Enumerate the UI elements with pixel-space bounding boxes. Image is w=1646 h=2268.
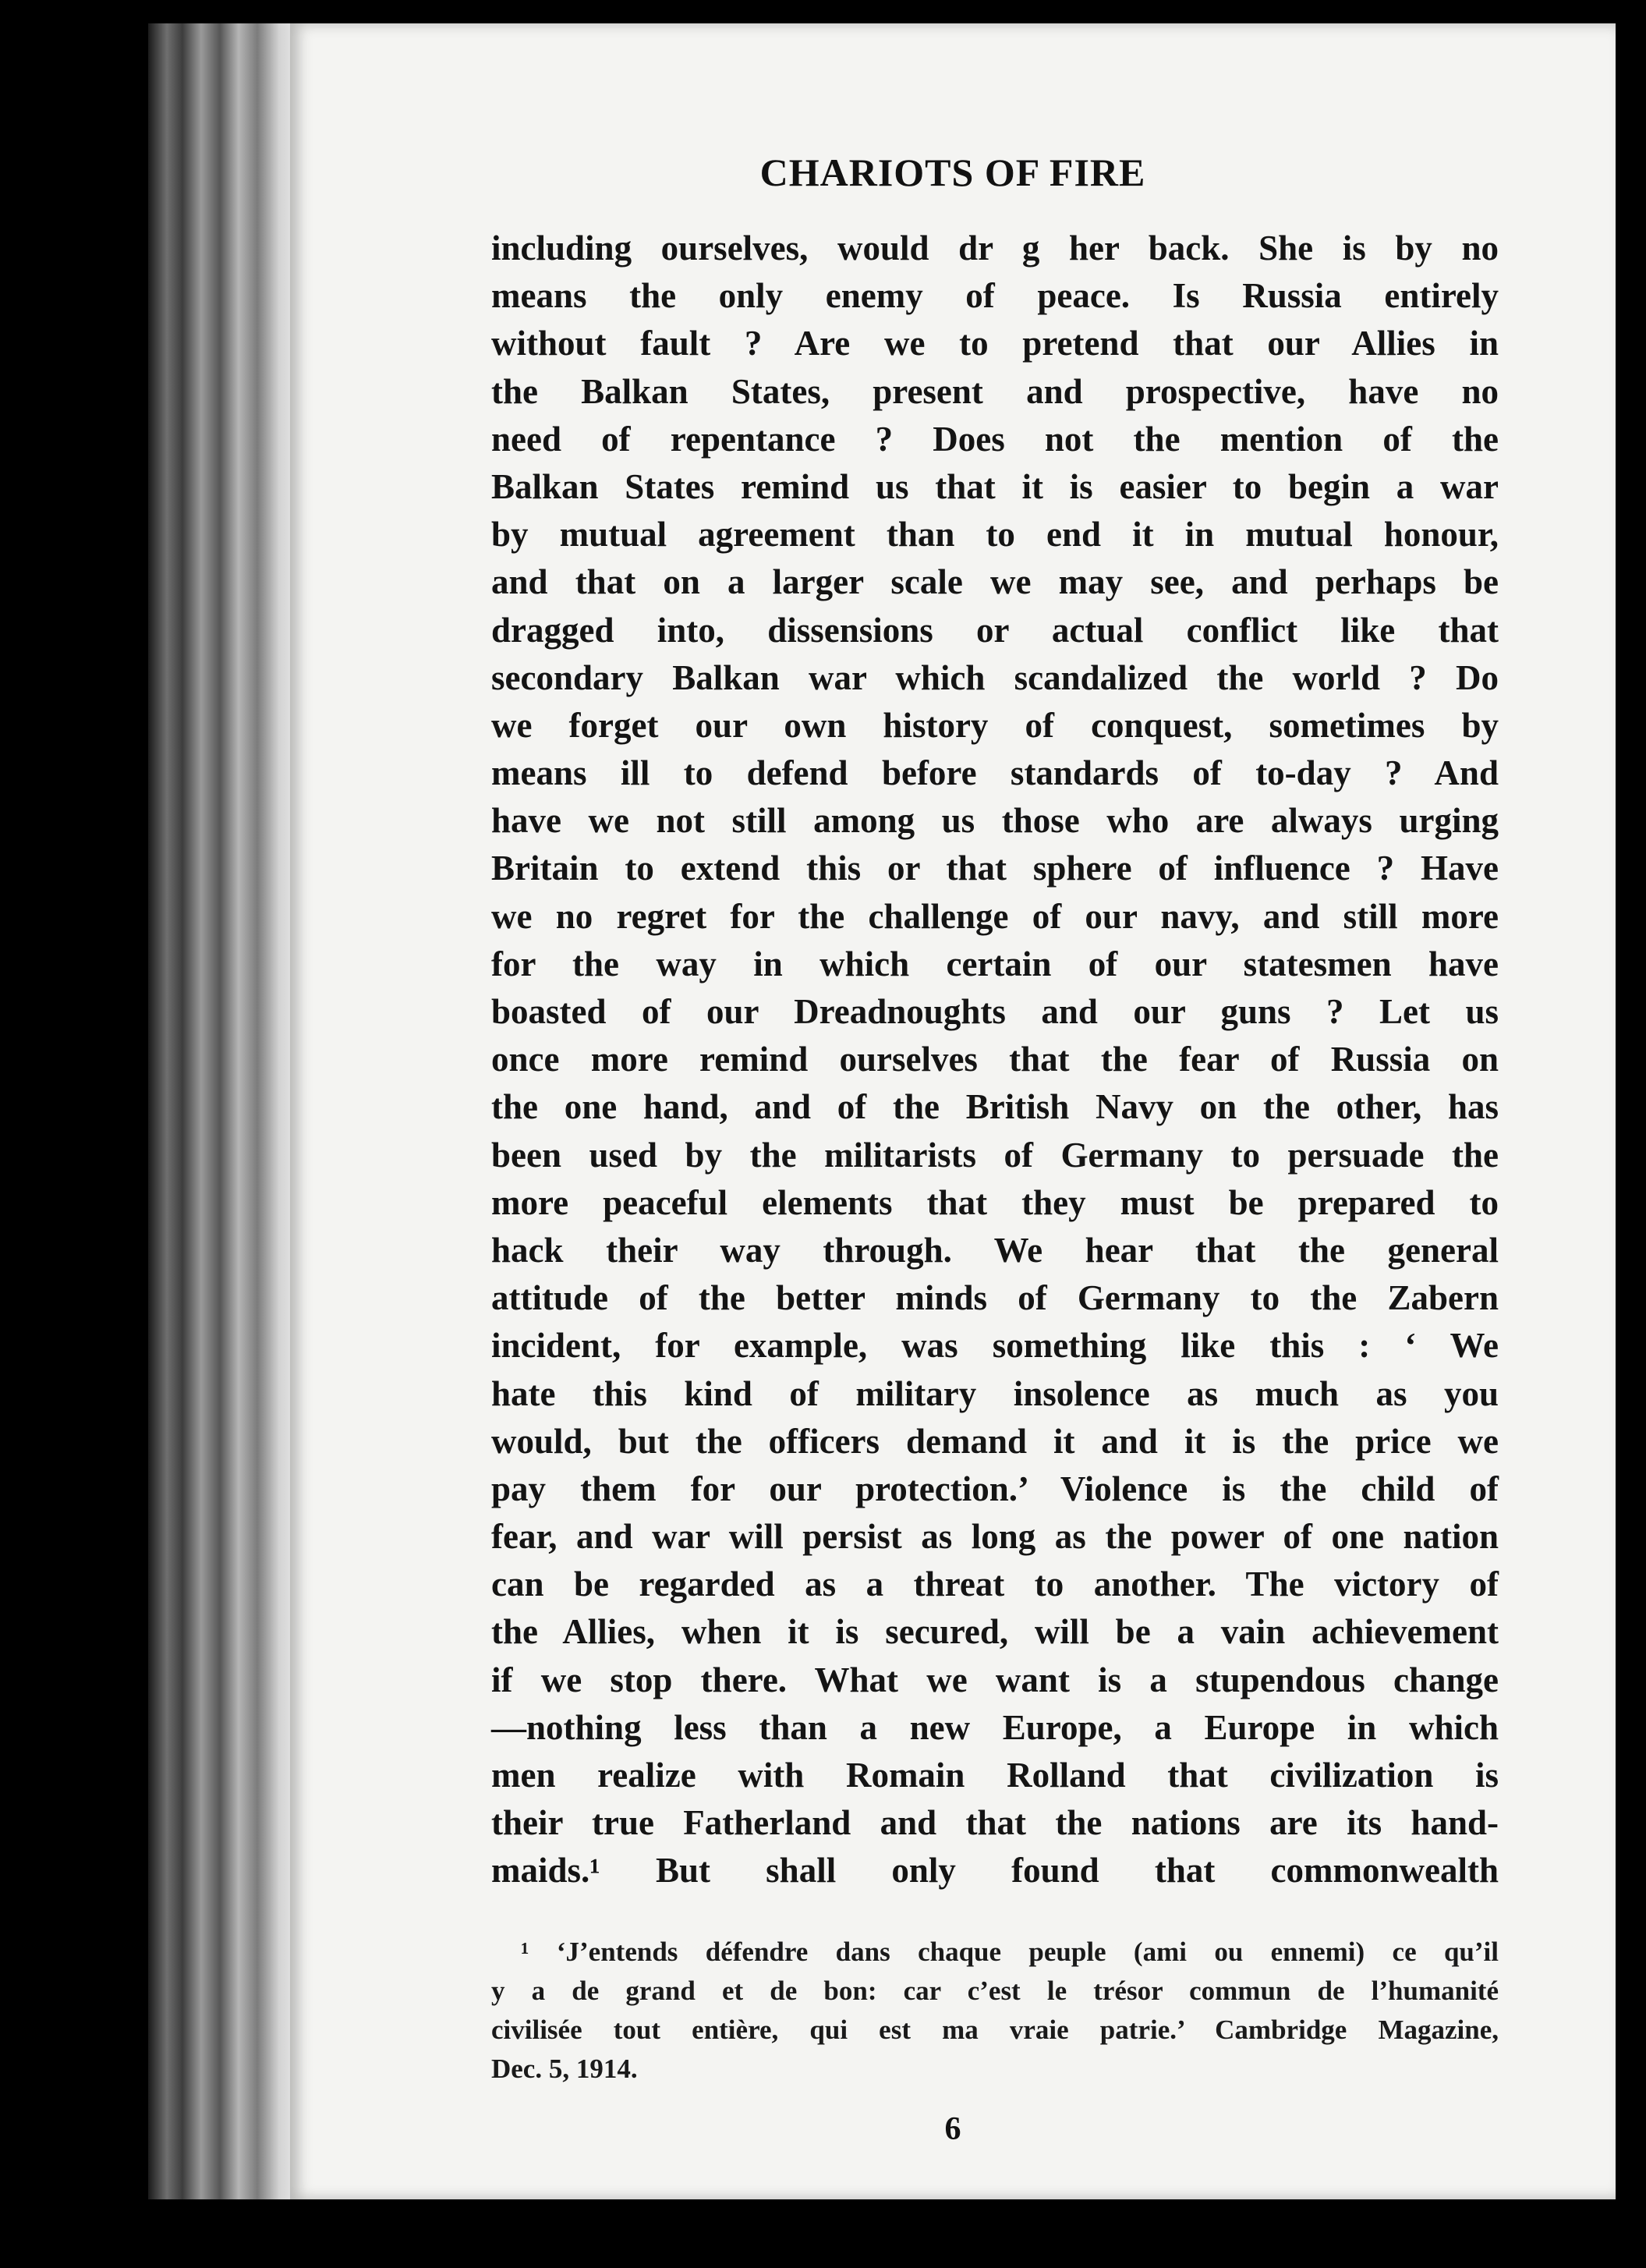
text-line: once more remind ourselves that the fear of Russia on bbox=[491, 1040, 1499, 1079]
text-line: more peaceful elements that they must be prepared to bbox=[491, 1182, 1499, 1222]
text-line: attitude of the better minds of Germany to the Zabern bbox=[491, 1278, 1499, 1318]
text-line: Britain to extend this or that sphere of influence ? Have bbox=[491, 849, 1499, 888]
footnote-line: y a de grand et de bon: car c’est le trésor commun de l’humanité bbox=[491, 1976, 1499, 2006]
text-line: need of repentance ? Does not the mention of the bbox=[491, 419, 1499, 459]
text-line: and that on a larger scale we may see, and perhaps be bbox=[491, 562, 1499, 602]
text-line: secondary Balkan war which scandalized the world ? Do bbox=[491, 657, 1499, 697]
text-line: the one hand, and of the British Navy on the other, has bbox=[491, 1087, 1499, 1127]
text-line: we no regret for the challenge of our navy, and still more bbox=[491, 896, 1499, 936]
text-line: dragged into, dissensions or actual conflict like that bbox=[491, 610, 1499, 650]
text-line: their true Fatherland and that the nations are its hand- bbox=[491, 1803, 1499, 1843]
text-line: would, but the officers demand it and it is the price we bbox=[491, 1421, 1499, 1461]
text-line: can be regarded as a threat to another. The victory of bbox=[491, 1565, 1499, 1604]
text-line: including ourselves, would dr g her back. She is by no bbox=[491, 229, 1499, 268]
footnote-line: civilisée tout entière, qui est ma vraie patrie.’ Cambridge Magazine, bbox=[491, 2015, 1499, 2045]
running-head: CHARIOTS OF FIRE bbox=[759, 151, 1146, 194]
text-line: by mutual agreement than to end it in mutual honour, bbox=[491, 515, 1499, 555]
text-line: pay them for our protection.’ Violence is the child of bbox=[491, 1469, 1499, 1508]
text-line: means ill to defend before standards of to-day ? And bbox=[491, 753, 1499, 793]
text-line: maids.¹ But shall only found that commonwealth bbox=[491, 1851, 1499, 1891]
footnote-line: Dec. 5, 1914. bbox=[491, 2054, 638, 2084]
text-line: boasted of our Dreadnoughts and our guns ? Let us bbox=[491, 992, 1499, 1031]
text-line: without fault ? Are we to pretend that our Allies in bbox=[491, 324, 1499, 363]
text-line: hack their way through. We hear that the general bbox=[491, 1230, 1499, 1270]
text-line: been used by the militarists of Germany to persuade the bbox=[491, 1135, 1499, 1175]
text-line: means the only enemy of peace. Is Russia entirely bbox=[491, 276, 1499, 316]
book-page-edges bbox=[148, 23, 304, 2199]
text-line: for the way in which certain of our statesmen have bbox=[491, 944, 1499, 983]
text-line: have we not still among us those who are always urging bbox=[491, 801, 1499, 841]
book-page bbox=[290, 23, 1616, 2199]
footnote-line: ¹ ‘J’entends défendre dans chaque peuple (ami ou ennemi) ce qu’il bbox=[521, 1937, 1499, 1967]
text-line: fear, and war will persist as long as the power of one nation bbox=[491, 1517, 1499, 1557]
text-line: the Balkan States, present and prospective, have no bbox=[491, 371, 1499, 411]
body-text bbox=[491, 225, 1499, 1895]
text-line: hate this kind of military insolence as much as you bbox=[491, 1373, 1499, 1413]
text-line: if we stop there. What we want is a stupendous change bbox=[491, 1660, 1499, 1699]
page-number: 6 bbox=[944, 2111, 961, 2147]
text-line: men realize with Romain Rolland that civilization is bbox=[491, 1756, 1499, 1795]
text-line: Balkan States remind us that it is easier to begin a war bbox=[491, 466, 1499, 506]
text-line: incident, for example, was something like this : ‘ We bbox=[491, 1326, 1499, 1366]
text-line: the Allies, when it is secured, will be a vain achievement bbox=[491, 1612, 1499, 1652]
text-line: —nothing less than a new Europe, a Europe in which bbox=[491, 1707, 1499, 1747]
footnote bbox=[491, 1933, 1499, 2089]
text-line: we forget our own history of conquest, sometimes by bbox=[491, 705, 1499, 745]
